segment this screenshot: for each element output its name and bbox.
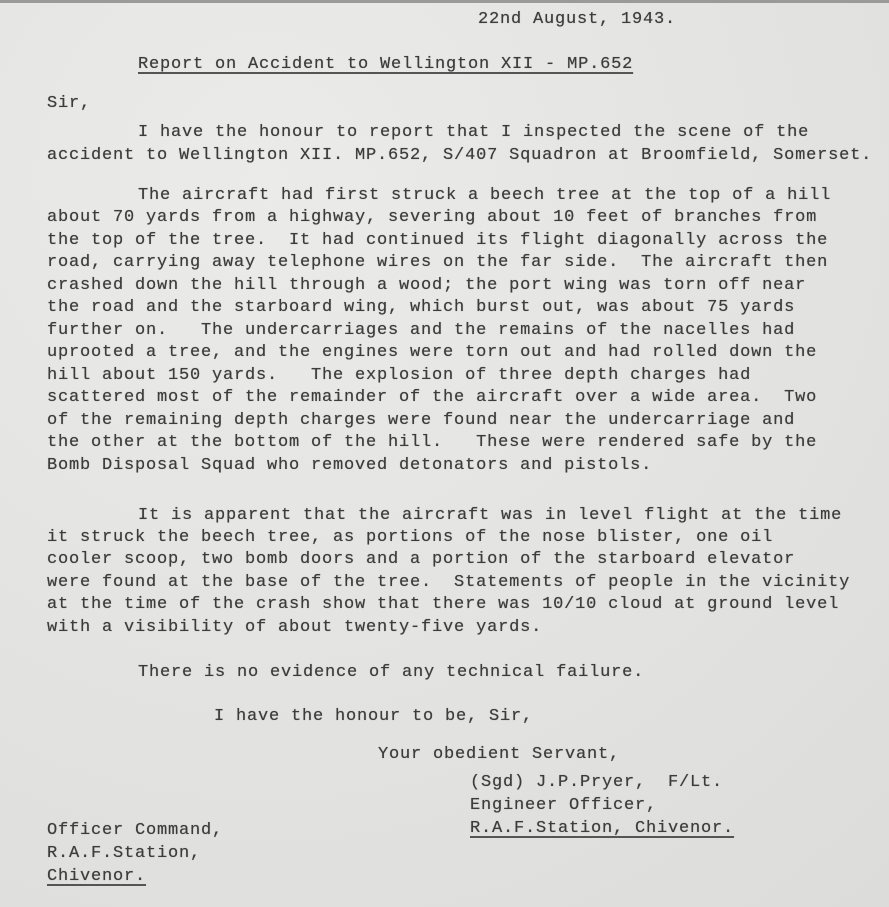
paragraph-1-line: I have the honour to report that I inspected the scene of the [138,123,810,142]
signature-role: Engineer Officer, [470,796,658,815]
date: 22nd August, 1943. [478,10,677,29]
addressee-line: R.A.F.Station, [47,844,202,863]
paragraph-3-line: It is apparent that the aircraft was in level flight at the time [138,506,843,525]
paragraph-3-line: cooler scoop, two bomb doors and a portion of the starboard elevator [47,550,796,569]
paragraph-2-line: of the remaining depth charges were found near the undercarriage and [47,411,796,430]
scan-edge [0,0,889,3]
paragraph-2-line: the other at the bottom of the hill. These were rendered safe by the [47,433,818,452]
paragraph-2-line: Bomb Disposal Squad who removed detonators and pistols. [47,456,653,475]
paragraph-2-line: hill about 150 yards. The explosion of three depth charges had [47,366,752,385]
signature-station: R.A.F.Station, Chivenor. [470,819,735,838]
paragraph-4: There is no evidence of any technical failure. [138,663,645,682]
salutation: Sir, [47,94,92,113]
report-title: Report on Accident to Wellington XII - MP.652 [138,55,634,74]
closing: I have the honour to be, Sir, [214,707,534,726]
paragraph-2-line: the road and the starboard wing, which burst out, was about 75 yards [47,298,796,317]
paragraph-1-line: accident to Wellington XII. MP.652, S/407 Squadron at Broomfield, Somerset. [47,146,873,165]
paragraph-2-line: scattered most of the remainder of the aircraft over a wide area. Two [47,388,818,407]
paragraph-3-line: it struck the beech tree, as portions of the nose blister, one oil [47,528,774,547]
addressee-line: Officer Command, [47,821,224,840]
obedient-servant: Your obedient Servant, [378,745,621,764]
paragraph-3-line: at the time of the crash show that there was 10/10 cloud at ground level [47,595,840,614]
paragraph-2-line: crashed down the hill through a wood; the port wing was torn off near [47,276,807,295]
paragraph-2-line: about 70 yards from a highway, severing about 10 feet of branches from [47,208,818,227]
signature-name: (Sgd) J.P.Pryer, F/Lt. [470,773,724,792]
paragraph-3-line: were found at the base of the tree. Statements of people in the vicinity [47,573,851,592]
paragraph-2-line: The aircraft had first struck a beech tree at the top of a hill [138,186,832,205]
paragraph-3-line: with a visibility of about twenty-five yards. [47,618,543,637]
addressee-line: Chivenor. [47,867,147,886]
paragraph-2-line: uprooted a tree, and the engines were torn out and had rolled down the [47,343,818,362]
paragraph-2-line: road, carrying away telephone wires on the far side. The aircraft then [47,253,829,272]
paragraph-2-line: the top of the tree. It had continued its flight diagonally across the [47,231,829,250]
paragraph-2-line: further on. The undercarriages and the remains of the nacelles had [47,321,796,340]
